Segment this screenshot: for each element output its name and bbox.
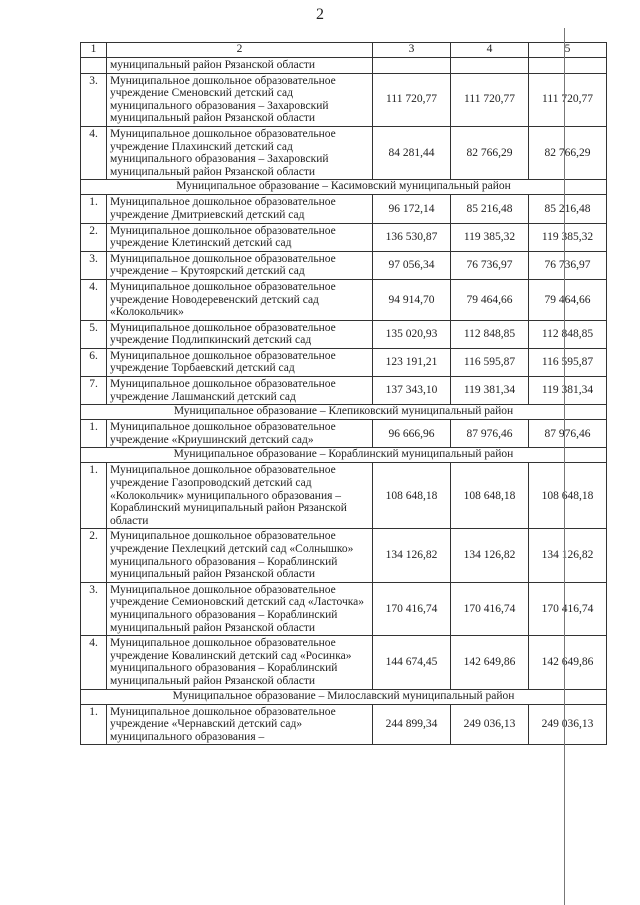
value-col-4: 119 381,34 — [451, 377, 529, 405]
header-col-1: 1 — [81, 43, 107, 58]
table-body — [81, 43, 607, 745]
table-row — [81, 320, 607, 348]
value-col-5: 119 385,32 — [529, 223, 607, 251]
value-col-3: 111 720,77 — [373, 73, 451, 126]
value-col-4: 112 848,85 — [451, 320, 529, 348]
value-col-5: 85 216,48 — [529, 195, 607, 223]
header-col-3: 3 — [373, 43, 451, 58]
institution-name: Муниципальное дошкольное образовательное учреждение Лашманский детский сад — [107, 377, 373, 405]
value-col-5: 116 595,87 — [529, 348, 607, 376]
value-col-5: 249 036,13 — [529, 704, 607, 745]
row-number: 3. — [81, 251, 107, 279]
row-number: 7. — [81, 377, 107, 405]
value-col-5: 119 381,34 — [529, 377, 607, 405]
value-col-3: 84 281,44 — [373, 126, 451, 179]
funding-table — [80, 42, 607, 745]
institution-name: Муниципальное дошкольное образовательное учреждение «Чернавский детский сад» муниципального образования – — [107, 704, 373, 745]
section-row — [81, 405, 607, 420]
value-col-5: 82 766,29 — [529, 126, 607, 179]
row-number: 6. — [81, 348, 107, 376]
row-number: 1. — [81, 463, 107, 529]
section-title: Муниципальное образование – Милославский муниципальный район — [81, 689, 607, 704]
table-row — [81, 463, 607, 529]
row-number: 4. — [81, 126, 107, 179]
row-number: 3. — [81, 73, 107, 126]
value-col-4: 142 649,86 — [451, 636, 529, 689]
table-row — [81, 704, 607, 745]
value-col-5: 79 464,66 — [529, 279, 607, 320]
value-col-3: 137 343,10 — [373, 377, 451, 405]
header-col-2: 2 — [107, 43, 373, 58]
institution-name: Муниципальное дошкольное образовательное учреждение Плахинский детский сад муниципального образования – Захаровский муниципальный район Рязанской области — [107, 126, 373, 179]
table-row — [81, 377, 607, 405]
page-number: 2 — [316, 6, 324, 23]
value-col-5: 142 649,86 — [529, 636, 607, 689]
institution-name: Муниципальное дошкольное образовательное учреждение Подлипкинский детский сад — [107, 320, 373, 348]
scan-line — [564, 28, 565, 905]
continued-text-cell: муниципальный район Рязанской области — [107, 58, 373, 74]
table-header-row — [81, 43, 607, 58]
institution-name: Муниципальное дошкольное образовательное учреждение Семионовский детский сад «Ласточка» муниципального образования – Кораблинский муниципальный район Рязанской области — [107, 582, 373, 635]
section-title: Муниципальное образование – Касимовский муниципальный район — [81, 180, 607, 195]
section-row — [81, 689, 607, 704]
row-number: 2. — [81, 529, 107, 582]
value-col-3: 108 648,18 — [373, 463, 451, 529]
value-col-5: 87 976,46 — [529, 420, 607, 448]
table-row — [81, 529, 607, 582]
continued-empty-cell — [529, 58, 607, 74]
institution-name: Муниципальное дошкольное образовательное учреждение «Криушинский детский сад» — [107, 420, 373, 448]
table-row — [81, 73, 607, 126]
value-col-4: 108 648,18 — [451, 463, 529, 529]
header-col-4: 4 — [451, 43, 529, 58]
value-col-5: 108 648,18 — [529, 463, 607, 529]
row-number: 1. — [81, 704, 107, 745]
value-col-4: 119 385,32 — [451, 223, 529, 251]
value-col-4: 85 216,48 — [451, 195, 529, 223]
row-number: 3. — [81, 582, 107, 635]
table-row — [81, 636, 607, 689]
continued-row — [81, 58, 607, 74]
value-col-4: 87 976,46 — [451, 420, 529, 448]
row-number: 1. — [81, 420, 107, 448]
row-number: 2. — [81, 223, 107, 251]
institution-name: Муниципальное дошкольное образовательное учреждение Газопроводский детский сад «Колокольчик» муниципального образования – Кораблинский муниципальный район Рязанской области — [107, 463, 373, 529]
value-col-3: 144 674,45 — [373, 636, 451, 689]
value-col-3: 96 666,96 — [373, 420, 451, 448]
continued-empty-cell — [451, 58, 529, 74]
value-col-4: 79 464,66 — [451, 279, 529, 320]
table-row — [81, 251, 607, 279]
institution-name: Муниципальное дошкольное образовательное учреждение Сменовский детский сад муниципального образования – Захаровский муниципальный район Рязанской области — [107, 73, 373, 126]
row-number: 4. — [81, 636, 107, 689]
table-row — [81, 279, 607, 320]
table-row — [81, 195, 607, 223]
table-row — [81, 223, 607, 251]
value-col-5: 111 720,77 — [529, 73, 607, 126]
value-col-4: 116 595,87 — [451, 348, 529, 376]
section-row — [81, 180, 607, 195]
value-col-5: 134 126,82 — [529, 529, 607, 582]
row-number: 4. — [81, 279, 107, 320]
header-col-5: 5 — [529, 43, 607, 58]
value-col-3: 244 899,34 — [373, 704, 451, 745]
row-number: 1. — [81, 195, 107, 223]
table-row — [81, 420, 607, 448]
section-title: Муниципальное образование – Кораблинский муниципальный район — [81, 448, 607, 463]
section-title: Муниципальное образование – Клепиковский муниципальный район — [81, 405, 607, 420]
value-col-5: 170 416,74 — [529, 582, 607, 635]
institution-name: Муниципальное дошкольное образовательное учреждение – Крутоярский детский сад — [107, 251, 373, 279]
value-col-3: 94 914,70 — [373, 279, 451, 320]
institution-name: Муниципальное дошкольное образовательное учреждение Торбаевский детский сад — [107, 348, 373, 376]
table-row — [81, 582, 607, 635]
table-row — [81, 126, 607, 179]
value-col-3: 96 172,14 — [373, 195, 451, 223]
continued-empty-cell — [373, 58, 451, 74]
value-col-3: 123 191,21 — [373, 348, 451, 376]
value-col-5: 76 736,97 — [529, 251, 607, 279]
institution-name: Муниципальное дошкольное образовательное учреждение Новодеревенский детский сад «Колокольчик» — [107, 279, 373, 320]
value-col-4: 170 416,74 — [451, 582, 529, 635]
value-col-3: 170 416,74 — [373, 582, 451, 635]
institution-name: Муниципальное дошкольное образовательное учреждение Дмитриевский детский сад — [107, 195, 373, 223]
value-col-3: 135 020,93 — [373, 320, 451, 348]
table-row — [81, 348, 607, 376]
value-col-4: 249 036,13 — [451, 704, 529, 745]
value-col-4: 134 126,82 — [451, 529, 529, 582]
value-col-4: 111 720,77 — [451, 73, 529, 126]
institution-name: Муниципальное дошкольное образовательное учреждение Клетинский детский сад — [107, 223, 373, 251]
institution-name: Муниципальное дошкольное образовательное учреждение Ковалинский детский сад «Росинка» муниципального образования – Кораблинский муниципальный район Рязанской области — [107, 636, 373, 689]
value-col-3: 97 056,34 — [373, 251, 451, 279]
row-number: 5. — [81, 320, 107, 348]
value-col-5: 112 848,85 — [529, 320, 607, 348]
value-col-4: 82 766,29 — [451, 126, 529, 179]
value-col-4: 76 736,97 — [451, 251, 529, 279]
institution-name: Муниципальное дошкольное образовательное учреждение Пехлецкий детский сад «Солнышко» муниципального образования – Кораблинский муниципальный район Рязанской области — [107, 529, 373, 582]
continued-num-cell — [81, 58, 107, 74]
section-row — [81, 448, 607, 463]
value-col-3: 134 126,82 — [373, 529, 451, 582]
value-col-3: 136 530,87 — [373, 223, 451, 251]
